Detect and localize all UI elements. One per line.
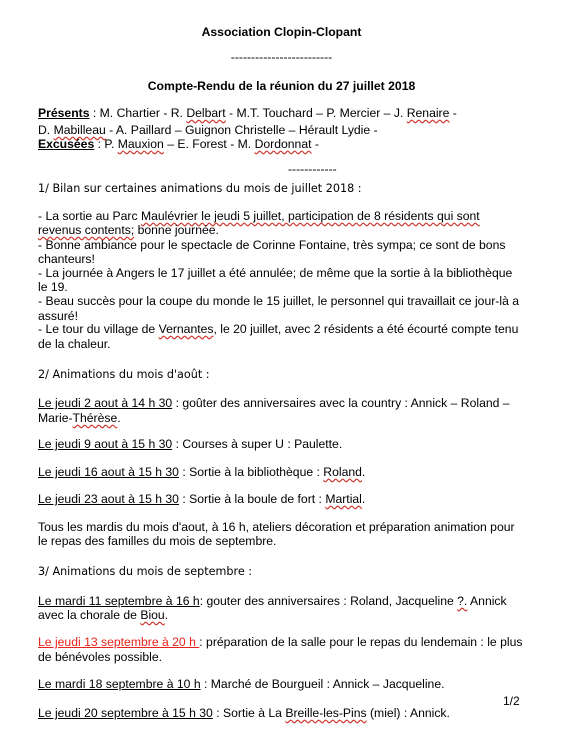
sep-event-1-end: Annick: [467, 594, 507, 608]
page-number: 1/2: [503, 694, 520, 708]
s1-l1-squiggle: Maulévrier le jeudi 5 juillet, participation de 8 résidents qui sont: [140, 209, 480, 223]
aug-event-1-cont-b: Thérèse: [72, 411, 118, 425]
aug-event-1-text: : goûter des anniversaires avec la country : Annick – Roland –: [172, 396, 510, 410]
attendance-separator: ------------: [288, 162, 337, 176]
sep-event-3: [38, 677, 445, 692]
aug-event-1: [38, 396, 510, 411]
association-name: Association Clopin-Clopant: [201, 25, 362, 39]
section-1-line-4: chanteurs!: [38, 252, 95, 266]
sep-event-1-text: : gouter des anniversaires : Roland, Jacqueline: [199, 594, 458, 608]
section-1-line-9: [38, 322, 518, 337]
aug-event-4-end: .: [361, 492, 366, 506]
s1-l2-text: bonne journée.: [134, 223, 219, 237]
sep-event-4-date: Le jeudi 20 septembre à 15 h 30: [38, 706, 213, 720]
sep-event-1-date: Le mardi 11 septembre à 16 h: [38, 594, 200, 608]
aug-event-4: [38, 492, 365, 507]
sep-event-1-cont-c: .: [164, 608, 169, 622]
section-1-line-8: assuré!: [38, 309, 78, 323]
s1-l9-a: - Le tour du village de: [38, 322, 159, 336]
present-name-renaire: Renaire: [406, 106, 450, 120]
present-text-2: - M.T. Touchard – P. Mercier – J.: [225, 106, 407, 120]
aug-event-4-name: Martial: [325, 492, 362, 506]
aug-event-3-end: .: [361, 465, 366, 479]
aug-event-3-date: Le jeudi 16 aout à 15 h 30: [38, 465, 179, 479]
aug-event-1-cont-c: .: [117, 411, 121, 425]
s1-l1-text: - La sortie au Parc: [38, 209, 141, 223]
section-2-heading: 2/ Animations du mois d'août :: [38, 368, 210, 381]
section-1-line-6: le 19.: [38, 280, 68, 294]
sep-event-1-cont-b: Biou: [140, 608, 165, 622]
section-1-heading: 1/ Bilan sur certaines animations du mois de juillet 2018 :: [38, 182, 362, 195]
aug-paragraph-line-1: Tous les mardis du mois d'aout, à 16 h, ateliers décoration et préparation animation pour: [38, 520, 515, 534]
present-label: Présents: [38, 106, 90, 120]
section-3-heading: 3/ Animations du mois de septembre :: [38, 565, 253, 578]
aug-event-4-text: : Sortie à la boule de fort :: [178, 492, 326, 506]
sep-event-2: [38, 635, 522, 650]
sep-event-1-cont: [38, 608, 168, 623]
sep-event-1-cont-a: avec la chorale de: [38, 608, 141, 622]
section-1-line-2: [38, 223, 219, 238]
aug-event-2-date: Le jeudi 9 aout à 15 h 30: [38, 437, 173, 451]
section-1-line-3: - Bonne ambiance pour le spectacle de Corinne Fontaine, très sympa; ce sont de bons: [38, 238, 506, 252]
sep-event-1: [38, 594, 507, 609]
sep-event-3-date: Le mardi 18 septembre à 10 h: [38, 677, 201, 691]
s1-l9-c: , le 20 juillet, avec 2 résidents a été écourté compte tenu: [213, 322, 519, 336]
present-text-1: : M. Chartier - R.: [89, 106, 187, 120]
sep-event-1-question: ?.: [457, 594, 468, 608]
aug-event-1-date: Le jeudi 2 aout à 14 h 30: [38, 396, 173, 410]
excused-text-2: – E. Forest - M.: [163, 137, 255, 151]
present-text-3: -: [449, 106, 457, 120]
aug-event-2-text: : Courses à super U : Paulette.: [172, 437, 343, 451]
aug-event-1-cont: [38, 411, 121, 426]
sep-event-3-text: : Marché de Bourgueil : Annick – Jacqueline.: [200, 677, 445, 691]
present-name-delbart: Delbart: [186, 106, 226, 120]
section-1-line-5: - La journée à Angers le 17 juillet a été annulée; de même que la sortie à la bibliothèque: [38, 266, 513, 280]
sep-event-2-text: : préparation de la salle pour le repas du lendemain : le plus: [199, 635, 523, 649]
header-separator: -------------------------: [230, 50, 333, 64]
s1-l9-vernantes: Vernantes: [158, 322, 214, 336]
sep-event-4: [38, 706, 450, 721]
section-1-line-7: - Beau succès pour la coupe du monde le 15 juillet, le personnel qui travaillait ce jour-là a: [38, 294, 520, 308]
document-title: Compte-Rendu de la réunion du 27 juillet 2018: [147, 79, 416, 93]
excused-name-dordonnat: Dordonnat: [254, 137, 312, 151]
present-line2-start: D.: [38, 123, 54, 137]
excused-name-mauxion: Mauxion: [117, 137, 164, 151]
section-1-line-10: de la chaleur.: [38, 337, 111, 351]
sep-event-4-end: (miel) : Annick.: [366, 706, 450, 720]
aug-event-3: [38, 465, 365, 480]
aug-event-3-text: : Sortie à la bibliothèque :: [178, 465, 324, 479]
s1-l2-squiggle: revenus contents;: [38, 223, 135, 237]
present-name-mabilleau: Mabilleau: [53, 123, 106, 137]
sep-event-4-place: Breille-les-Pins: [285, 706, 367, 720]
aug-event-3-name: Roland: [323, 465, 362, 479]
excused-text-1: : P.: [94, 137, 118, 151]
excused-text-3: -: [311, 137, 319, 151]
excused-line: [38, 137, 319, 152]
present-line-1: [38, 106, 457, 121]
sep-event-4-text: : Sortie à La: [212, 706, 286, 720]
sep-event-2-date: Le jeudi 13 septembre à 20 h: [38, 635, 200, 649]
aug-paragraph-line-2: le repas des familles du mois de septembre.: [38, 534, 277, 548]
aug-event-1-cont-a: Marie-: [38, 411, 73, 425]
present-line-2: [38, 123, 378, 138]
sep-event-2-cont: de bénévoles possible.: [38, 650, 162, 664]
excused-label: Excusées: [38, 137, 95, 151]
aug-event-2: [38, 437, 342, 452]
present-line2-rest: - A. Paillard – Guignon Christelle – Hérault Lydie -: [105, 123, 378, 137]
section-1-line-1: [38, 209, 480, 224]
aug-event-4-date: Le jeudi 23 aout à 15 h 30: [38, 492, 179, 506]
